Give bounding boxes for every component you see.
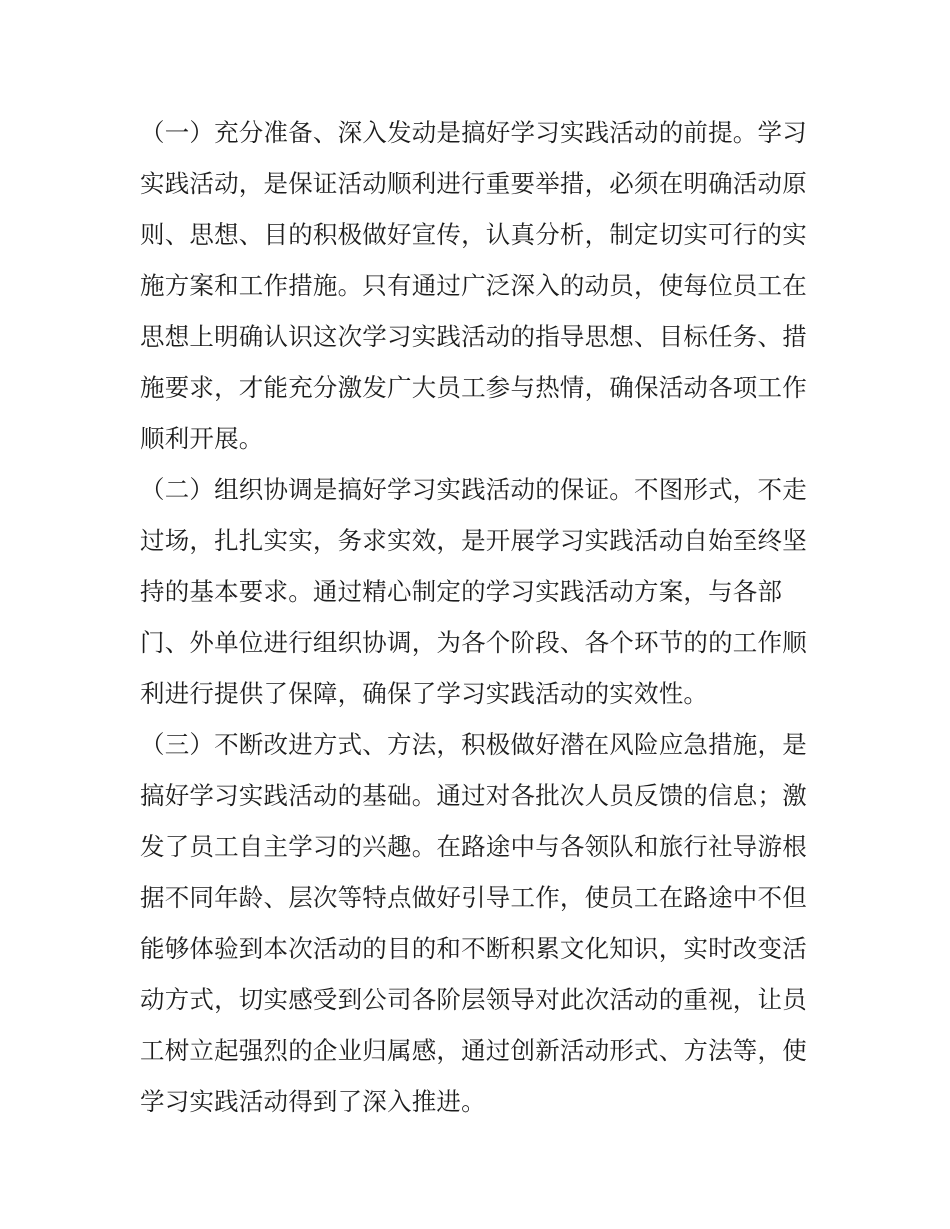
text-line: 过场，扎扎实实，务求实效，是开展学习实践活动自始至终坚 bbox=[140, 526, 807, 555]
text-line: （一）充分准备、深入发动是搞好学习实践活动的前提。学习 bbox=[140, 118, 807, 147]
text-line: 思想上明确认识这次学习实践活动的指导思想、目标任务、措 bbox=[140, 322, 807, 351]
text-line: 顺利开展。 bbox=[140, 424, 264, 453]
text-line: 则、思想、目的积极做好宣传，认真分析，制定切实可行的实 bbox=[140, 220, 807, 249]
text-line: 学习实践活动得到了深入推进。 bbox=[140, 1087, 486, 1116]
text-line: 动方式，切实感受到公司各阶层领导对此次活动的重视，让员 bbox=[140, 985, 807, 1014]
text-line: 持的基本要求。通过精心制定的学习实践活动方案，与各部 bbox=[140, 577, 783, 606]
text-line: 利进行提供了保障，确保了学习实践活动的实效性。 bbox=[140, 679, 709, 708]
text-line: 能够体验到本次活动的目的和不断积累文化知识，实时改变活 bbox=[140, 934, 807, 963]
text-line: 搞好学习实践活动的基础。通过对各批次人员反馈的信息；激 bbox=[140, 781, 807, 810]
text-line: 施要求，才能充分激发广大员工参与热情，确保活动各项工作 bbox=[140, 373, 807, 402]
text-line: 据不同年龄、层次等特点做好引导工作，使员工在路途中不但 bbox=[140, 883, 807, 912]
text-line: （二）组织协调是搞好学习实践活动的保证。不图形式，不走 bbox=[140, 475, 807, 504]
text-line: 门、外单位进行组织协调，为各个阶段、各个环节的的工作顺 bbox=[140, 628, 807, 657]
paragraph-2 bbox=[140, 464, 820, 719]
text-line: （三）不断改进方式、方法，积极做好潜在风险应急措施，是 bbox=[140, 730, 807, 759]
text-line: 实践活动，是保证活动顺利进行重要举措，必须在明确活动原 bbox=[140, 169, 807, 198]
text-line: 工树立起强烈的企业归属感，通过创新活动形式、方法等，使 bbox=[140, 1036, 807, 1065]
text-line: 发了员工自主学习的兴趣。在路途中与各领队和旅行社导游根 bbox=[140, 832, 807, 861]
paragraph-1 bbox=[140, 107, 820, 464]
text-line: 施方案和工作措施。只有通过广泛深入的动员，使每位员工在 bbox=[140, 271, 807, 300]
document-body bbox=[140, 107, 820, 1127]
paragraph-3 bbox=[140, 719, 820, 1127]
